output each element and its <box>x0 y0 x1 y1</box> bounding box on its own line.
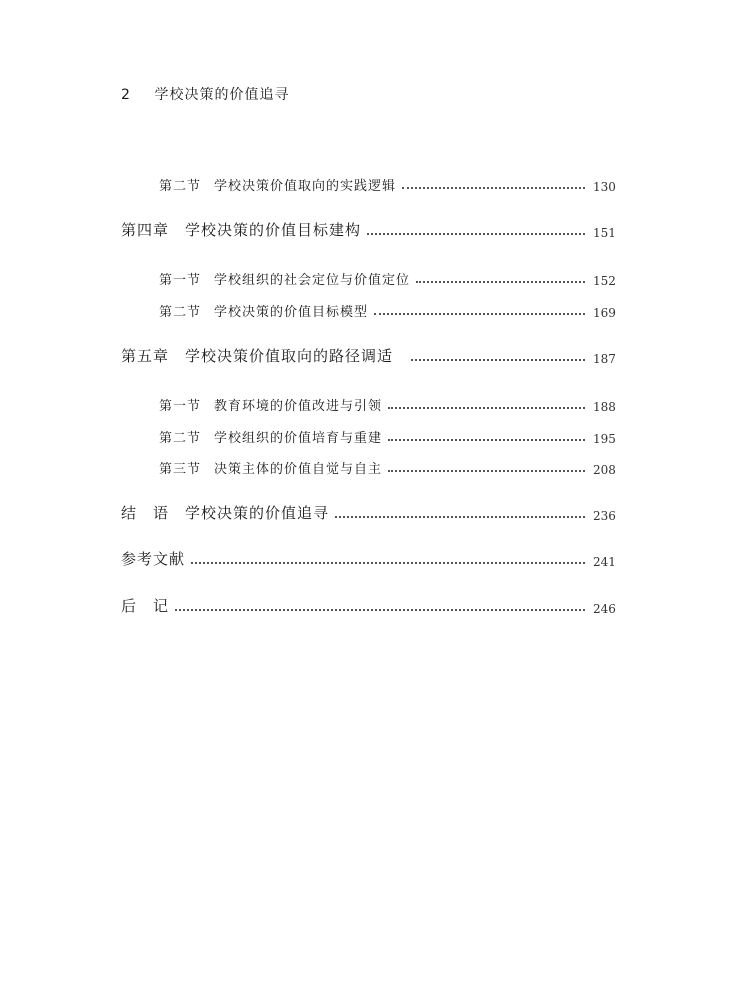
toc-entry-label <box>159 269 410 288</box>
dot-leader <box>416 281 585 283</box>
toc-entry-section[interactable] <box>159 298 615 320</box>
toc-entry-label <box>159 175 396 194</box>
toc-entry-section[interactable] <box>159 424 615 446</box>
dot-leader <box>191 562 585 564</box>
toc-entry-title: 学校决策的价值追寻 <box>185 504 330 522</box>
toc-entry-number: 第四章 <box>121 221 170 239</box>
toc-entry-label <box>159 395 382 414</box>
toc-page-number: 246 <box>593 602 616 616</box>
toc-entry-chapter[interactable] <box>121 501 615 523</box>
toc-entry-number: 第二节 <box>159 305 202 320</box>
dot-leader <box>374 313 585 315</box>
toc-entry-label <box>121 219 361 240</box>
toc-entry-section[interactable] <box>159 172 615 194</box>
toc-page-number: 152 <box>593 274 616 288</box>
toc-entry-label <box>159 427 382 446</box>
toc-entry-title: 学校决策的价值目标建构 <box>185 221 362 239</box>
toc-page-number: 188 <box>593 400 616 414</box>
toc-entry-title: 参考文献 <box>121 550 186 568</box>
toc-entry-number: 第五章 <box>121 347 170 365</box>
toc-entry-label <box>121 595 169 616</box>
toc-entry-number: 结 语 <box>121 504 170 522</box>
toc-entry-chapter[interactable] <box>121 218 615 240</box>
toc-entry-chapter[interactable] <box>121 594 615 616</box>
header-title: 学校决策的价值追寻 <box>154 87 290 103</box>
header-page-number: 2 <box>121 87 131 103</box>
toc-entry-section[interactable] <box>159 266 615 288</box>
toc-entry-title: 学校决策的价值目标模型 <box>214 305 369 320</box>
dot-leader <box>367 233 585 235</box>
toc-entry-title: 后 记 <box>121 597 170 615</box>
dot-leader <box>402 187 585 189</box>
toc-page-number: 208 <box>593 463 616 477</box>
toc-entry-chapter[interactable] <box>121 344 615 366</box>
dot-leader <box>388 439 585 441</box>
toc-entry-chapter[interactable] <box>121 547 615 569</box>
toc-entry-label <box>159 458 382 477</box>
toc-entry-title: 决策主体的价值自觉与自主 <box>214 462 383 477</box>
toc-page-number: 241 <box>593 555 616 569</box>
toc-entry-number: 第二节 <box>159 179 202 194</box>
toc-entry-title: 教育环境的价值改进与引领 <box>214 399 383 414</box>
toc-entry-label <box>159 301 368 320</box>
toc-entry-label <box>121 502 329 523</box>
toc-entry-title: 学校组织的价值培育与重建 <box>214 431 383 446</box>
toc-entry-label <box>121 548 185 569</box>
toc-entry-number: 第三节 <box>159 462 202 477</box>
dot-leader <box>388 470 585 472</box>
toc-entry-section[interactable] <box>159 392 615 414</box>
toc-page-number: 130 <box>593 180 616 194</box>
dot-leader <box>175 609 585 611</box>
toc-entry-label <box>121 345 393 366</box>
dot-leader <box>335 516 585 518</box>
toc-page-number: 151 <box>593 226 616 240</box>
toc-entry-section[interactable] <box>159 455 615 477</box>
toc-entry-title: 学校决策价值取向的路径调适 <box>185 347 394 365</box>
toc-page-number: 169 <box>593 306 616 320</box>
dot-leader <box>411 359 585 361</box>
toc-page-number: 187 <box>593 352 616 366</box>
dot-leader <box>388 407 585 409</box>
toc-entry-title: 学校决策价值取向的实践逻辑 <box>214 179 397 194</box>
toc-entry-number: 第一节 <box>159 399 202 414</box>
toc-entry-number: 第二节 <box>159 431 202 446</box>
toc-entry-title: 学校组织的社会定位与价值定位 <box>214 273 411 288</box>
toc-page-number: 236 <box>593 509 616 523</box>
toc-page-number: 195 <box>593 432 616 446</box>
toc-entry-number: 第一节 <box>159 273 202 288</box>
running-header <box>121 84 289 104</box>
